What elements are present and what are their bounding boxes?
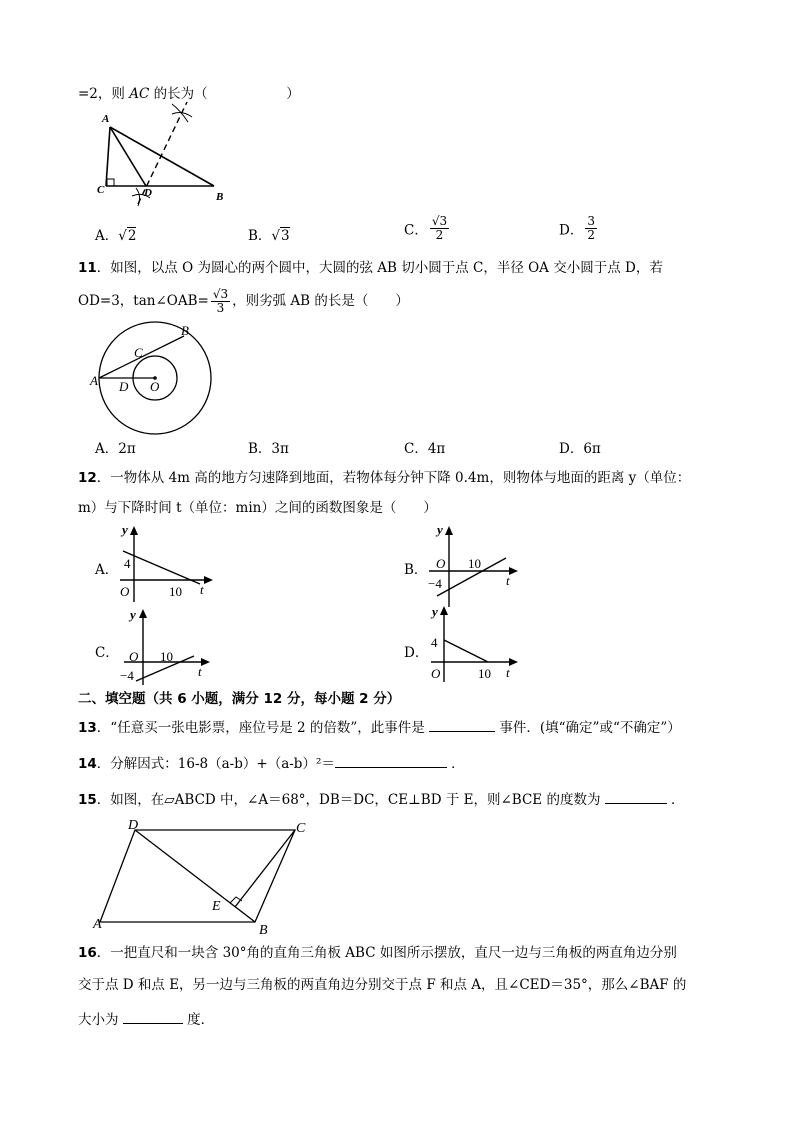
q10-option-a-label: A． [95,228,119,244]
q16-line3 [78,1009,214,1029]
q12-graph-d-o: O [431,666,441,681]
q10-option-d-fraction [585,215,597,242]
q12-graph-c-o: O [129,649,139,664]
q13-number: 13 [78,720,97,736]
q12-text-line1: ．一物体从 4m 高的地方匀速降到地面，若物体每分钟下降 0.4m，则物体与地面的距离 y（单位： [96,470,691,486]
q10-figure [92,108,232,208]
q10-option-b [248,224,290,244]
q12-graph-b-y: y [437,522,443,537]
q11-fig-label-o: O [150,379,160,394]
q15-figure [90,815,320,938]
q11-fig-label-c: C [134,345,143,360]
q11-number: 11 [78,260,97,276]
q16-line1 [78,944,677,962]
q10-option-a-value: 2 [127,228,137,244]
q12-graph-c [118,605,218,685]
q10-fig-label-a: A [102,113,110,125]
q13 [78,717,681,737]
q12-option-d-label: D． [404,645,429,661]
q16-line2 [78,976,686,994]
q12-graph-b-tick-10: 10 [468,556,481,571]
q11-fig-label-a: A [90,373,98,388]
q15-answer-blank [605,789,667,804]
q12-number: 12 [78,470,97,486]
q10-option-c-numerator: √3 [431,214,448,228]
q10-option-d-denominator: 2 [587,228,595,242]
q10-option-c-denominator: 2 [435,228,444,242]
q10-text-post: 的长为（ [153,86,208,102]
q14-answer-blank [335,753,447,768]
q11-line1 [78,259,663,277]
q15-fig-label-d: D [128,818,139,833]
section-2-title: 二、填空题（共 6 小题，满分 12 分，每小题 2 分） [78,691,401,707]
q11-text-line1: ．如图，以点 O 为圆心的两个圆中，大圆的弦 AB 切小圆于点 C，半径 OA 交小圆于点 D，若 [96,260,663,276]
q10-option-b-root: √ [271,228,281,244]
q16-text-line1: ．一把直尺和一块含 30°角的直角三角板 ABC 如图所示摆放，直尺一边与三角板的两直角边分别 [96,945,677,961]
q11-figure [88,322,218,432]
q12-graph-b [424,522,524,607]
q11-text-line2-pre: OD=3，tan∠OAB= [78,293,209,309]
q11-fig-label-b: B [181,323,189,338]
q12-graph-d-tick-10: 10 [478,666,491,681]
q12-graph-a [115,522,215,602]
q15-text-pre: ．如图，在▱ABCD 中，∠A＝68°，DB＝DC，CE⊥BD 于 E，则∠BCE 的度数为 [96,792,601,808]
q15-fig-label-a: A [93,917,102,932]
q14-number: 14 [78,756,97,772]
q12-graph-d-t: t [506,665,510,680]
q12-graph-a-y: y [122,522,128,537]
q15-fig-label-b: B [259,923,268,938]
q10-option-d [559,215,599,242]
q15-fig-label-c: C [296,821,306,836]
q10-text-var: AC [129,86,150,102]
q10-stem [78,84,300,103]
q11-fraction-denominator: 3 [216,301,225,315]
q13-answer-blank [429,717,495,732]
q12-option-c-label: C． [95,645,119,661]
q12-graph-b-tick-neg4: −4 [428,576,442,591]
q12-graph-b-o: O [436,556,446,571]
q11-option-c: C．4π [404,441,446,457]
q10-fig-label-d: D [144,187,152,199]
q12-graph-d-tick-4: 4 [431,635,438,650]
q11-fig-label-d: D [119,379,129,394]
q16-text-line3-post: 度． [187,1012,215,1028]
q12-graph-d [426,602,526,682]
q11-fraction [211,288,230,315]
q15-fig-label-e: E [212,899,221,914]
q11-text-line2-post: ，则劣弧 AB 的长是（ ） [232,293,409,309]
q12-graph-c-tick-10: 10 [160,649,173,664]
q10-fig-label-b: B [216,191,224,203]
q12-graph-a-o: O [120,584,130,599]
q11-fraction-numerator: √3 [212,287,229,301]
q12-graph-a-tick-4: 4 [124,556,131,571]
q12-graph-c-y: y [130,607,136,622]
q10-option-a-root: √ [118,228,127,244]
q10-option-d-label: D． [559,222,584,239]
q12-graph-c-tick-neg4: −4 [120,668,134,683]
q16-answer-blank [123,1009,183,1024]
q12-graph-a-tick-10: 10 [169,584,182,599]
q12-text-line2: m）与下降时间 t（单位：min）之间的函数图象是（ ） [78,500,437,516]
q12-graph-c-t: t [198,664,202,679]
q12-line1 [78,469,690,487]
q11-line2 [78,288,409,315]
q16-text-line2: 交于点 D 和点 E，另一边与三角板的两直角边分别交于点 F 和点 A，且∠CED＝35°，那么∠BAF 的 [78,977,687,993]
q12-graph-b-t: t [506,573,510,588]
q14-text-pre: ．分解因式：16-8（a-b）+（a-b）²＝ [96,756,335,772]
q11-option-b: B．3π [248,441,289,457]
q10-option-c [404,215,451,242]
q13-text-pre: ．“任意买一张电影票，座位号是 2 的倍数”，此事件是 [96,720,425,736]
q12-graph-d-y: y [432,604,438,619]
q11-option-d: D．6π [559,441,601,457]
q12-graph-a-t: t [200,582,204,597]
q10-text-close: ） [286,86,300,102]
q16-text-line3-pre: 大小为 [78,1012,119,1028]
q12-option-a-label: A． [95,562,119,578]
q10-option-c-label: C． [404,222,428,239]
q12-option-b-label: B． [404,562,428,578]
q10-option-c-fraction [430,215,449,242]
q10-option-b-value: 3 [281,228,290,244]
q10-option-a [95,224,136,244]
q14 [78,753,465,773]
q10-option-b-label: B． [248,228,272,244]
q14-text-post: ． [451,756,465,772]
q10-text-pre: =2，则 [78,86,125,102]
q12-line2 [78,499,437,517]
q15-text-post: ． [671,792,685,808]
q15-number: 15 [78,792,97,808]
q13-text-post: 事件．(填“确定”或“不确定”） [499,720,681,736]
q15 [78,789,685,809]
q10-fig-label-c: C [97,184,105,196]
q10-answer-blank [212,84,282,98]
q16-number: 16 [78,945,97,961]
q11-option-a: A．2π [95,441,136,457]
q10-option-d-numerator: 3 [587,214,595,228]
